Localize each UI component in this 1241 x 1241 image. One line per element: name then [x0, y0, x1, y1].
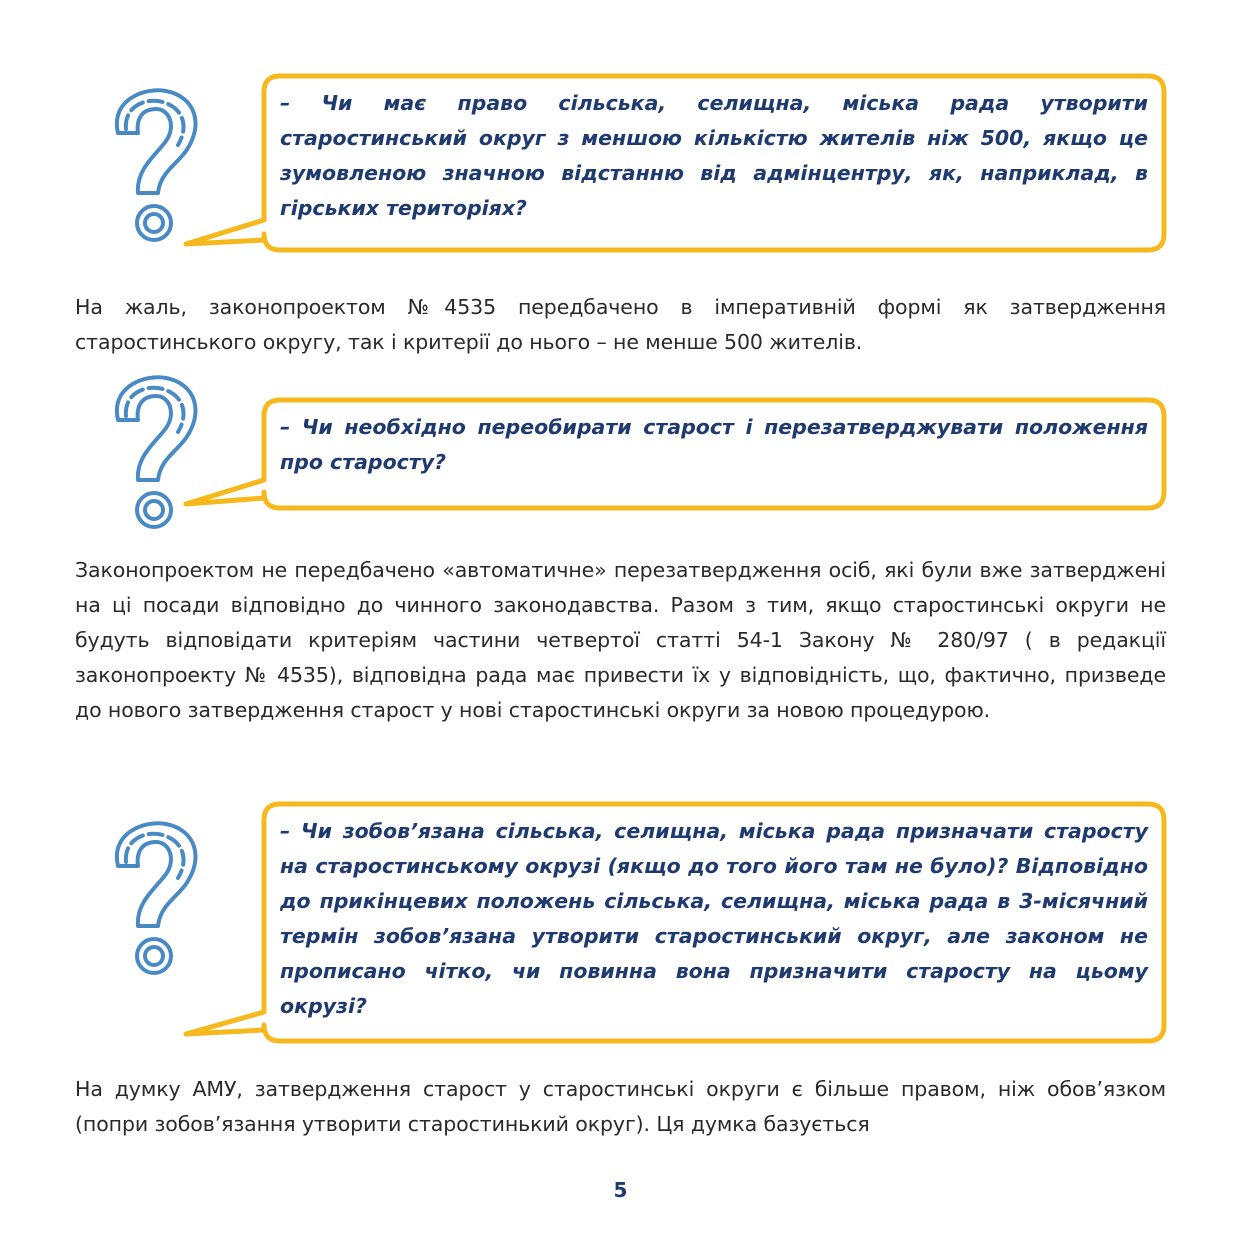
answer-paragraph: Законопроектом не передбачено «автоматичне» перезатвердження осіб, які були вже затверджені на ці посади відповідно до чинного законодавства. Разом з тим, якщо старостинські округи не будуть відповідати критеріям частини четвертої статті 54-1 Закону № 280/97 ( в редакції законопроекту № 4535), відповідна рада має привести їх у відповідність, що, фактично, призведе до нового затвердження старост у нові старостинські округи за новою процедурою. — [75, 558, 1166, 722]
question-text: – Чи має право сільська, селищна, міська рада утворити старостинський округ з меншою кількістю жителів ніж 500, якщо це зумовленою значною відстанню від адмінцентру, як, наприклад, в гірських територіях? — [280, 91, 1148, 220]
page-number: 5 — [613, 1178, 628, 1202]
answer-paragraph: На жаль, законопроектом №4535 передбачено в імперативній формі як затвердження старостинського округу, так і критерії до нього – не менше 500 жителів. — [75, 295, 1166, 354]
question-text: – Чи необхідно переобирати старост і перезатверджувати положення про старосту? — [280, 415, 1148, 474]
question-text: – Чи зобов’язана сільська, селищна, міська рада призначати старосту на старостинському окрузі (якщо до того його там не було)? Відповідно до прикінцевих положень сільська, селищна, міська рада в 3-місячний термін зобов’язана утворити старостинський округ, але законом не прописано чітко, чи повинна вона призначити старосту на цьому окрузі? — [280, 819, 1148, 1018]
answer-paragraph: На думку АМУ, затвердження старост у старостинські округи є більше правом, ніж обов’язком (попри зобов’язання утворити старостинький округ). Ця думка базується — [75, 1077, 1166, 1136]
